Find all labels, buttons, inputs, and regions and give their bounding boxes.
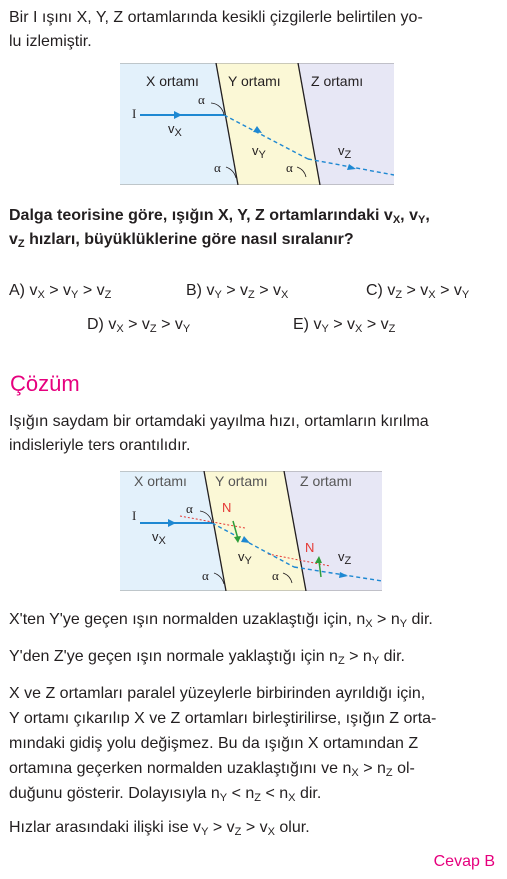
alpha-label-2: α (214, 160, 221, 175)
vz-label: $v_Z$ (338, 549, 352, 567)
solution-p1-line-2: indisleriyle ters orantılıdır. (9, 437, 191, 454)
option-c: C) $v_Z > v_X > v_Y$ (366, 282, 470, 301)
normal-label-1: N (222, 500, 232, 515)
solution-p3-line-1: X ve Z ortamları paralel yüzeylerle birbirinden ayrıldığı için, (9, 685, 426, 702)
alpha-label-1: α (198, 92, 205, 107)
question-prompt-line-1: Dalga teorisine göre, ışığın X, Y, Z ortamlarındaki $v_X$, $v_Y$, (9, 207, 430, 226)
x-medium-label: X ortamı (134, 473, 187, 489)
z-medium-label: Z ortamı (300, 473, 353, 489)
option-e: E) $v_Y > v_X > v_Z$ (293, 316, 396, 335)
x-medium-label: X ortamı (146, 73, 199, 89)
solution-p3-line-2: Y ortamı çıkarılıp X ve Z ortamları birleştirilirse, ışığın Z orta- (9, 710, 437, 727)
ray-label: I (132, 106, 137, 121)
ray-label: I (132, 508, 137, 523)
figure-1 (120, 63, 394, 185)
answer-label: Cevap B (433, 853, 495, 870)
solution-statement-2: Y'den Z'ye geçen ışın normale yaklaştığı için $n_Z > n_Y$ dir. (9, 648, 405, 667)
question-intro-line-1: Bir I ışını X, Y, Z ortamlarında kesikli çizgilerle belirtilen yo- (9, 9, 423, 26)
vx-label: $v_X$ (168, 121, 182, 139)
figure-2 (120, 471, 382, 591)
vy-label: $v_Y$ (238, 549, 252, 567)
solution-p3-line-3: mındaki gidiş yolu değişmez. Bu da ışığın X ortamından Z (9, 735, 419, 752)
option-d: D) $v_X > v_Z > v_Y$ (87, 316, 191, 335)
solution-p1-line-1: Işığın saydam bir ortamdaki yayılma hızı, ortamların kırılma (9, 413, 429, 430)
solution-p3-line-4: ortamına geçerken normalden uzaklaştığını ve $n_X > n_Z$ ol- (9, 760, 415, 779)
alpha-label-1: α (186, 501, 193, 516)
normal-label-2: N (305, 540, 315, 555)
solution-speed-relation: Hızlar arasındaki ilişki ise $v_Y > v_Z > v_X$ olur. (9, 819, 310, 838)
solution-p3-line-5: duğunu gösterir. Dolayısıyla $n_Y < n_Z < n_X$ dir. (9, 785, 322, 804)
y-medium-label: Y ortamı (228, 73, 281, 89)
z-medium-label: Z ortamı (311, 73, 364, 89)
solution-heading: Çözüm (10, 371, 80, 396)
question-intro-line-2: lu izlemiştir. (9, 33, 92, 50)
question-prompt-line-2: $v_Z$ hızları, büyüklüklerine göre nasıl sıralanır? (9, 231, 354, 250)
option-b: B) $v_Y > v_Z > v_X$ (186, 282, 289, 301)
option-a: A) $v_X > v_Y > v_Z$ (9, 282, 112, 301)
solution-statement-1: X'ten Y'ye geçen ışın normalden uzaklaştığı için, $n_X > n_Y$ dir. (9, 611, 433, 630)
vz-label: $v_Z$ (338, 143, 352, 161)
alpha-label-3: α (272, 568, 279, 583)
y-medium-label: Y ortamı (215, 473, 268, 489)
alpha-label-3: α (286, 160, 293, 175)
alpha-label-2: α (202, 568, 209, 583)
vx-label: $v_X$ (152, 529, 166, 547)
vy-label: $v_Y$ (252, 143, 266, 161)
